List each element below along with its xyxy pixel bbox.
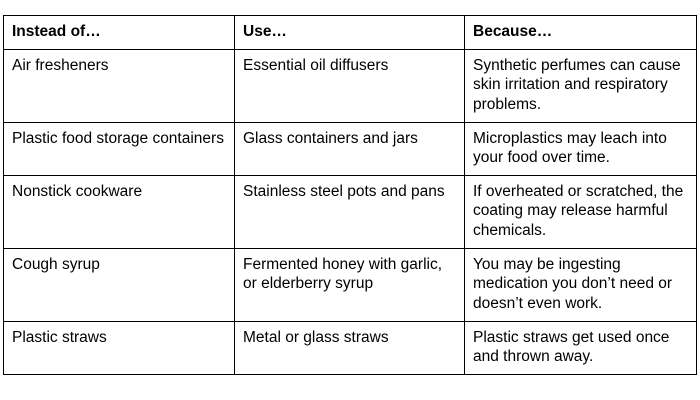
cell-use: Fermented honey with garlic, or elderberry syrup [235,248,465,321]
cell-instead-of: Air fresheners [4,49,235,122]
cell-because: You may be ingesting medication you don’t need or doesn’t even work. [465,248,697,321]
cell-instead-of: Cough syrup [4,248,235,321]
header-because: Because… [465,16,697,50]
swap-table [3,15,697,375]
cell-use: Stainless steel pots and pans [235,175,465,248]
cell-because: Microplastics may leach into your food over time. [465,122,697,175]
cell-instead-of: Plastic straws [4,321,235,374]
cell-because: Synthetic perfumes can cause skin irritation and respiratory problems. [465,49,697,122]
header-use: Use… [235,16,465,50]
cell-use: Metal or glass straws [235,321,465,374]
table-row [4,321,697,374]
header-instead-of: Instead of… [4,16,235,50]
table-row [4,49,697,122]
table-row [4,248,697,321]
table-row [4,175,697,248]
cell-instead-of: Nonstick cookware [4,175,235,248]
table-header-row [4,16,697,50]
cell-because: If overheated or scratched, the coating may release harmful chemicals. [465,175,697,248]
cell-instead-of: Plastic food storage containers [4,122,235,175]
cell-use: Essential oil diffusers [235,49,465,122]
cell-use: Glass containers and jars [235,122,465,175]
table-row [4,122,697,175]
cell-because: Plastic straws get used once and thrown away. [465,321,697,374]
